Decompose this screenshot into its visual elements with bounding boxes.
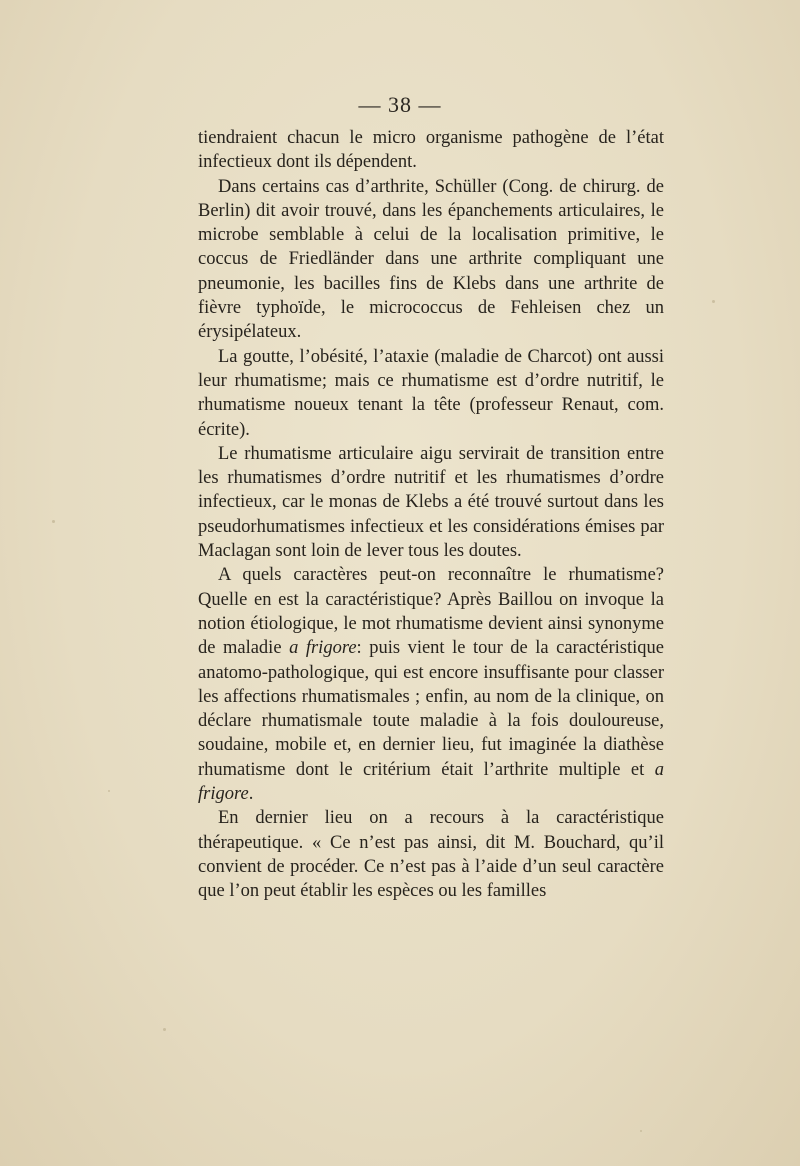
italic-text: a frigore [289,638,357,659]
text-run: : puis vient le tour de la caractéristique anatomo-pathologique, qui est encore insuffisante pour classer les affections rhumatismales ; enfin, au nom de la clinique, on déclare rhumatismale toute maladie à la fois douloureuse, soudaine, mobile et, en dernier lieu, fut imaginée la diathèse rhumatisme dont le critérium était l’arthrite multiple et [198,638,664,780]
paper-speck [108,790,110,792]
paper-speck [640,1130,642,1132]
paragraph [198,345,664,442]
text-run: En dernier lieu on a recours à la caractéristique thérapeutique. « Ce n’est pas ainsi, dit M. Bouchard, qu’il convient de procéder. Ce n’est pas à l’aide d’un seul caractère que l’on peut établir les espèces ou les familles [198,808,664,902]
text-run: A quels caractères peut-on reconnaître le rhumatisme? Quelle en est la caractéristique? Après Baillou on invoque la notion étiologique, le mot rhumatisme devient ainsi synonyme de maladie [198,565,664,659]
paragraph [198,126,664,175]
paper-speck [163,1028,166,1031]
paragraph [198,806,664,903]
paper-speck [52,520,55,523]
text-run: Dans certains cas d’arthrite, Schüller (Cong. de chirurg. de Berlin) dit avoir trouvé, dans les épanchements articulaires, le microbe semblable à celui de la localisation primitive, le coccus de Friedländer dans une arthrite compliquant une pneumonie, les bacilles fins de Klebs dans une arthrite de fièvre typhoïde, le micrococcus de Fehleisen chez un érysipélateux. [198,176,664,343]
text-run: . [248,784,254,805]
page-number: — 38 — [358,92,442,117]
body-text [198,126,664,904]
paragraph [198,442,664,563]
text-run: tiendraient chacun le micro organisme pathogène de l’état infectieux dont ils dépendent. [198,128,664,173]
text-run: Le rhumatisme articulaire aigu servirait de transition entre les rhumatismes d’ordre nutritif et les rhumatismes d’ordre infectieux, car le monas de Klebs a été trouvé surtout dans les pseudorhumatismes infectieux et les considérations émises par Maclagan sont loin de lever tous les doutes. [198,443,664,562]
paper-speck [712,300,715,303]
paragraph [198,175,664,345]
italic-text: a frigore [198,759,664,805]
paragraph [198,563,664,806]
text-run: La goutte, l’obésité, l’ataxie (maladie de Charcot) ont aussi leur rhumatisme; mais ce rhumatisme est d’ordre nutritif, le rhumatisme noueux tenant la tête (professeur Renaut, com. écrite). [198,346,664,440]
